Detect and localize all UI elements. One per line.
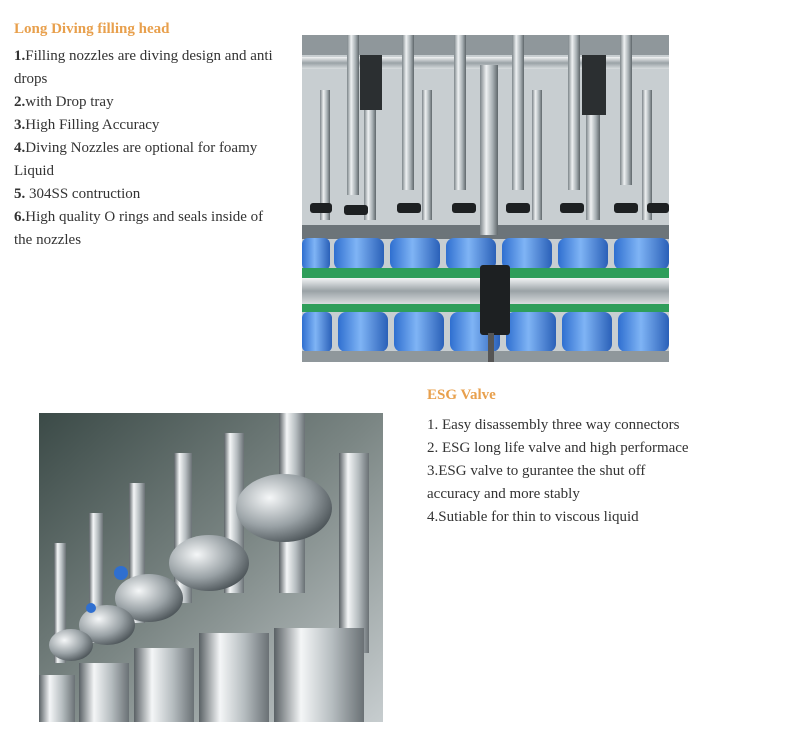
list-item: 2.with Drop tray [14, 94, 114, 110]
feature-list-esg-valve [427, 414, 689, 529]
list-item: 1.Filling nozzles are diving design and anti drops [14, 48, 273, 87]
list-item: 4.Sutiable for thin to viscous liquid [427, 509, 639, 525]
esg-valves-photo [39, 413, 383, 722]
filling-nozzles-photo [302, 35, 669, 362]
section-title-long-diving: Long Diving filling head [14, 21, 170, 37]
list-item: 6.High quality O rings and seals inside of the nozzles [14, 209, 264, 248]
feature-list-filling-head [14, 45, 279, 252]
list-item: 1. Easy disassembly three way connectors [427, 417, 680, 433]
list-item: 2. ESG long life valve and high performace [427, 440, 689, 456]
list-item: 4.Diving Nozzles are optional for foamy Liquid [14, 140, 258, 179]
list-item: 5. 304SS contruction [14, 186, 141, 202]
section-title-esg-valve: ESG Valve [427, 387, 496, 403]
list-item: 3.ESG valve to gurantee the shut off accuracy and more stably [427, 463, 646, 502]
list-item: 3.High Filling Accuracy [14, 117, 160, 133]
